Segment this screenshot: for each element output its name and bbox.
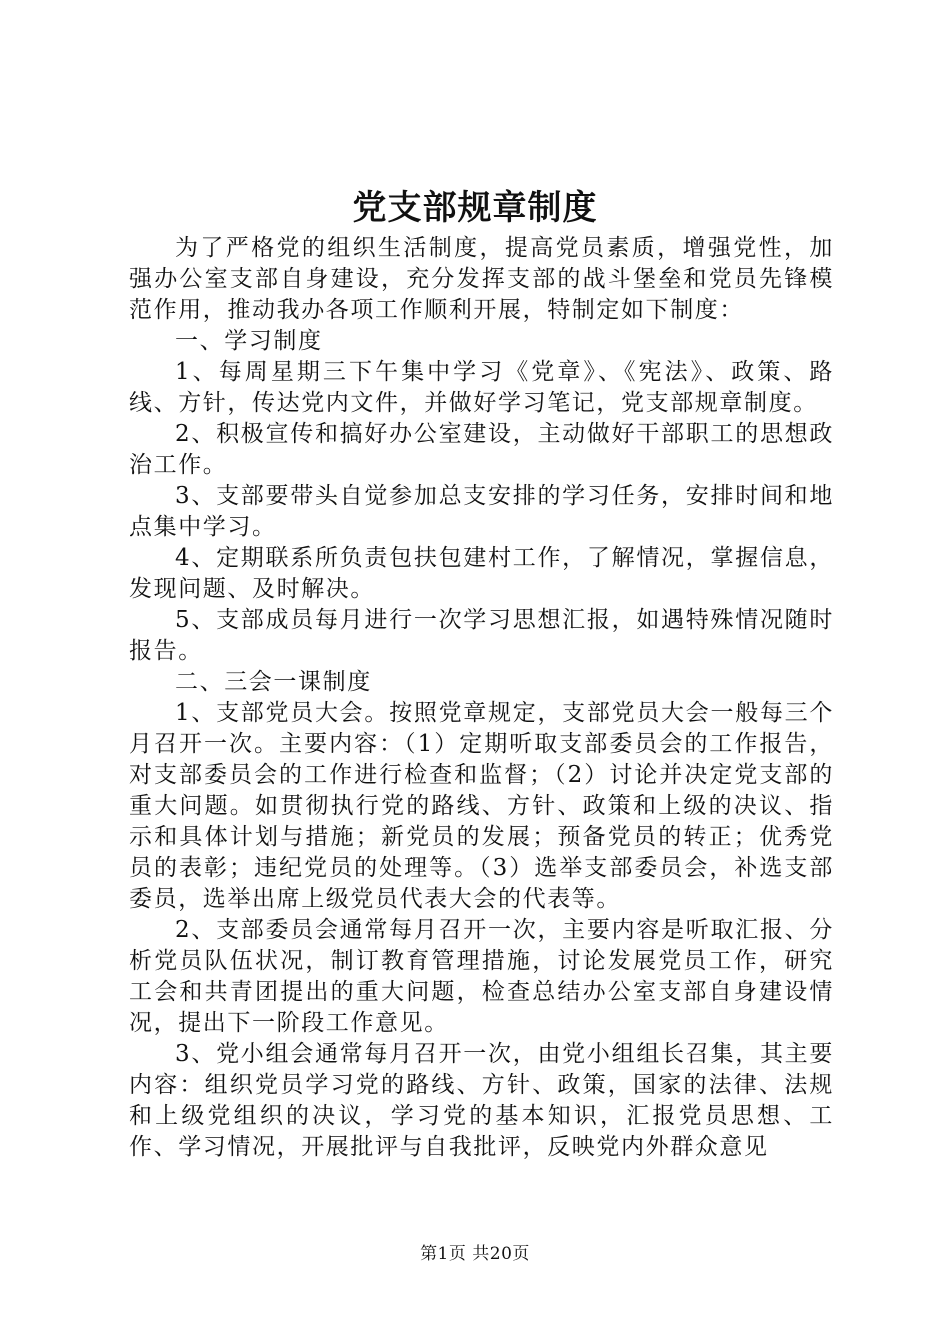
- paragraph-meetings-2: 2、支部委员会通常每月召开一次，主要内容是听取汇报、分析党员队伍状况，制订教育管理措施，讨论发展党员工作，研究工会和共青团提出的重大问题，检查总结办公室支部自身建设情况，提出下一阶段工作意见。: [129, 917, 834, 1036]
- paragraph-study-4: 4、定期联系所负责包扶包建村工作，了解情况，掌握信息，发现问题、及时解决。: [129, 545, 834, 602]
- document-title: 党支部规章制度: [352, 188, 598, 228]
- paragraph-study-3: 3、支部要带头自觉参加总支安排的学习任务，安排时间和地点集中学习。: [129, 483, 834, 540]
- paragraph-meetings-1: 1、支部党员大会。按照党章规定，支部党员大会一般每三个月召开一次。主要内容：（1）定期听取支部委员会的工作报告，对支部委员会的工作进行检查和监督；（2）讨论并决定党支部的重大问题。如贯彻执行党的路线、方针、政策和上级的决议、指示和具体计划与措施；新党员的发展；预备党员的转正；优秀党员的表彰；违纪党员的处理等。（3）选举支部委员会，补选支部委员，选举出席上级党员代表大会的代表等。: [129, 700, 834, 912]
- document-body: [129, 233, 834, 1163]
- paragraph-study-1: 1、每周星期三下午集中学习《党章》、《宪法》、政策、路线、方针，传达党内文件，并做好学习笔记，党支部规章制度。: [129, 359, 834, 416]
- page-footer: 第1页 共20页: [420, 1244, 530, 1264]
- paragraph-intro: 为了严格党的组织生活制度，提高党员素质，增强党性，加强办公室支部自身建设，充分发挥支部的战斗堡垒和党员先锋模范作用，推动我办各项工作顺利开展，特制定如下制度：: [129, 235, 834, 323]
- paragraph-study-2: 2、积极宣传和搞好办公室建设，主动做好干部职工的思想政治工作。: [129, 421, 834, 478]
- paragraph-meetings-3: 3、党小组会通常每月召开一次，由党小组组长召集，其主要内容：组织党员学习党的路线、方针、政策，国家的法律、法规和上级党组织的决议，学习党的基本知识，汇报党员思想、工作、学习情况，开展批评与自我批评，反映党内外群众意见: [129, 1041, 834, 1160]
- section-heading-study: 一、学习制度: [175, 328, 323, 354]
- section-heading-meetings: 二、三会一课制度: [175, 669, 372, 695]
- paragraph-study-5: 5、支部成员每月进行一次学习思想汇报，如遇特殊情况随时报告。: [129, 607, 834, 664]
